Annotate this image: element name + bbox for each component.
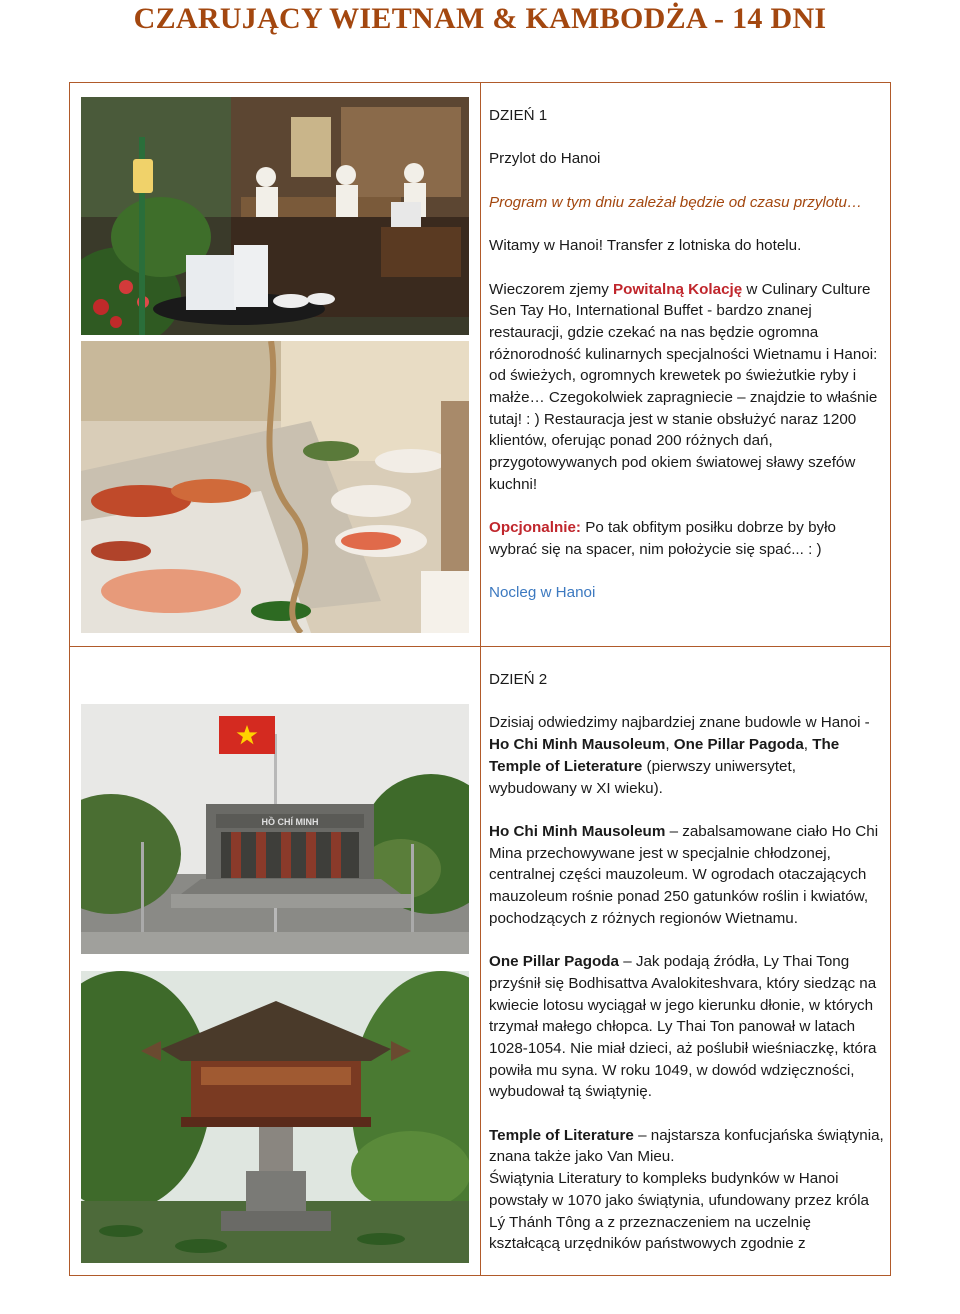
restaurant-garden-photo [81, 97, 469, 335]
pagoda-text: – Jak podają źródła, Ly Thai Tong przyśnił się Bodhisattva Avalokiteshvara, który siedząc na kwiecie lotosu wyciągał w jego kierunku dłonie, w których trzymał małego chłopca. Ly Thai Ton panował w latach 1028-1054. Nie miał dzieci, aż poślubił wieśniaczkę, która powiła mu syna. W roku 1049, w dowód wdzięczności, wybudował tą świątynię. [489, 953, 877, 1101]
day2-intro-mausoleum: Ho Chi Minh Mausoleum [489, 736, 666, 754]
day1-description [489, 105, 885, 604]
mausoleum-paragraph [489, 821, 885, 930]
one-pillar-pagoda-photo [81, 971, 469, 1263]
day2-intro-end: (pierwszy uniwersytet, wybudowany w XI wieku). [489, 757, 796, 797]
day2-intro-pagoda: One Pillar Pagoda [673, 736, 804, 754]
day2-intro [489, 712, 885, 799]
day1-optional-text: Po tak obfitym posiłku dobrze by było wybrać się na spacer, nim położycie się spać... : ) [489, 519, 836, 558]
day1-dinner-intro: Wieczorem zjemy [489, 280, 614, 298]
temple-title: Temple of Literature [489, 1126, 634, 1144]
day1-overnight: Nocleg w Hanoi [489, 584, 596, 602]
day2-description [489, 669, 885, 1255]
pagoda-paragraph [489, 951, 885, 1103]
day2-intro-sep: , [803, 736, 813, 754]
column-divider [480, 83, 481, 1275]
temple-text: – najstarsza konfucjańska świątynia, znana także jako Van Mieu. [489, 1126, 884, 1166]
mausoleum-title: Ho Chi Minh Mausoleum [489, 822, 666, 840]
day1-program-note: Program w tym dniu zależał będzie od czasu przylotu… [489, 193, 863, 211]
temple-more-paragraph: Świątynia Literatury to kompleks budynków w Hanoi powstały w 1070 jako świątynia, ufundowany przez króla Lý Thánh Tông a z przeznaczeniem na uczelnię kształcącą urzędników państwowych zgodnie z [489, 1170, 869, 1253]
day1-optional-label: Opcjonalnie: [489, 519, 581, 537]
mausoleum-text: – zabalsamowane ciało Ho Chi Mina przechowywane jest w specjalnie chłodzonej, centralnej części mauzoleum. W ogrodach otaczających mauzoleum rośnie ponad 250 gatunków roślin i kwiatów, pochodzących z różnych regionów Wietnamu. [489, 822, 879, 927]
pagoda-title: One Pillar Pagoda [489, 953, 619, 971]
day1-optional-paragraph [489, 517, 885, 560]
day2-intro-temple: The Temple of Lieterature [489, 736, 840, 775]
day2-intro-text: Dzisiaj odwiedzimy najbardziej znane budowle w Hanoi - [489, 714, 870, 732]
day1-label: DZIEŃ 1 [489, 107, 548, 124]
buffet-food-photo [81, 341, 469, 633]
day1-dinner-text: w Culinary Culture Sen Tay Ho, International Buffet - bardzo znanej restauracji, gdzie czekać na nas będzie ogromna różnorodność kulinarnych specjalności Wietnamu i Hanoi: od świeżych, ogromnych krewetek po świeżutkie ryby i małże… Czegokolwiek zapragniecie – znajdzie to właśnie tutaj! : ) Restauracja jest w stanie obsłużyć naraz 1200 klientów, oferując ponad 200 różnych dań, przygotowywanych pod okiem światowej sławy szefów kuchni! [489, 280, 878, 493]
day1-dinner-paragraph [489, 279, 885, 496]
day1-dinner-highlight: Powitalną Kolację [613, 280, 743, 298]
mausoleum-photo [81, 704, 469, 954]
day2-intro-sep: , [665, 736, 674, 754]
temple-paragraph [489, 1125, 885, 1168]
day1-welcome: Witamy w Hanoi! Transfer z lotniska do hotelu. [489, 237, 802, 255]
day2-label: DZIEŃ 2 [489, 671, 548, 688]
page-title: CZARUJĄCY WIETNAM & KAMBODŻA - 14 DNI [133, 2, 827, 35]
day1-heading: Przylot do Hanoi [489, 150, 601, 168]
mausoleum-sign-text: HỒ CHÍ MINH [261, 817, 319, 827]
itinerary-table [69, 82, 891, 1276]
